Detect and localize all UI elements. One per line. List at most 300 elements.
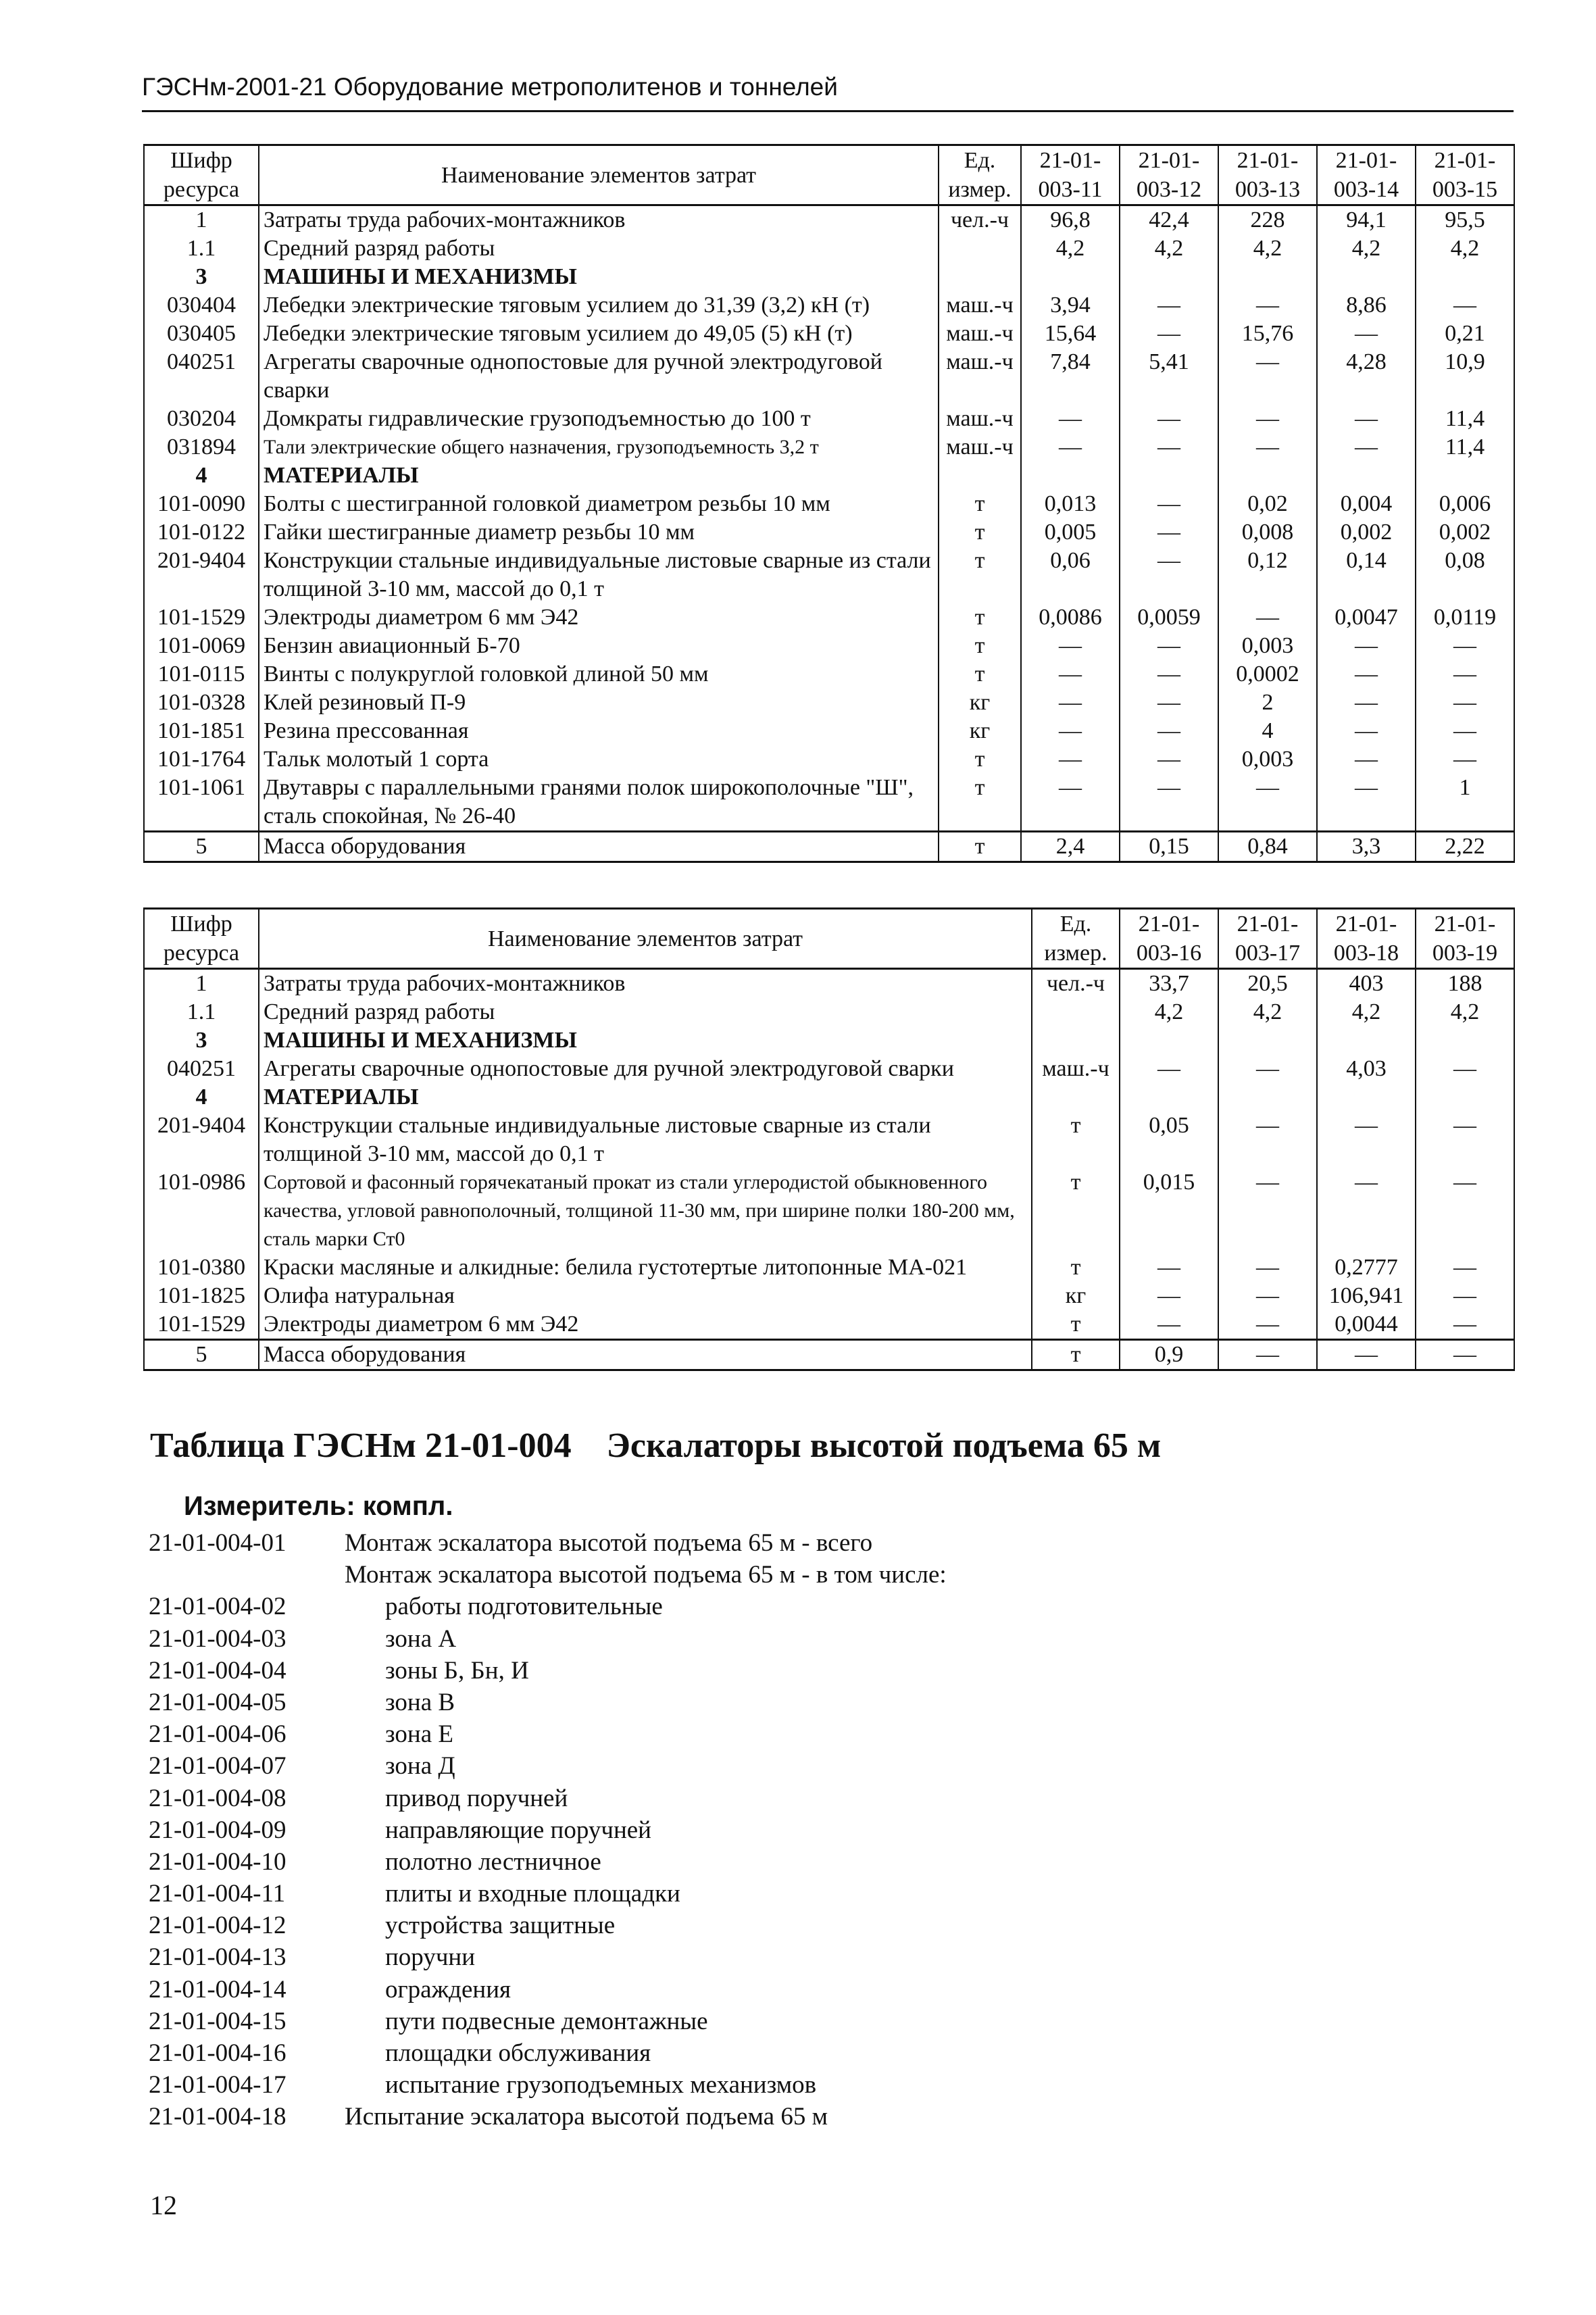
value-cell: — xyxy=(1416,291,1514,320)
value-cell: 0,002 xyxy=(1416,518,1514,547)
rate-description: Испытание эскалатора высотой подъема 65 м xyxy=(345,2103,828,2131)
table-row xyxy=(144,1112,1514,1168)
value-cell: 0,9 xyxy=(1120,1340,1218,1370)
rate-description: зона В xyxy=(385,1688,455,1716)
unit-cell: кг xyxy=(1032,1282,1120,1310)
value-cell: 0,013 xyxy=(1021,490,1120,518)
header-unit: Ед. измер. xyxy=(1032,909,1120,969)
value-cell: 7,84 xyxy=(1021,348,1120,405)
value-cell: — xyxy=(1317,660,1416,689)
value-cell: 0,0047 xyxy=(1317,603,1416,632)
value-cell: — xyxy=(1416,1282,1514,1310)
value-cell: 0,002 xyxy=(1317,518,1416,547)
value-cell: 0,005 xyxy=(1021,518,1120,547)
value-cell xyxy=(1317,1083,1416,1112)
value-cell: 0,05 xyxy=(1120,1112,1218,1168)
value-cell: — xyxy=(1120,1282,1218,1310)
value-cell: — xyxy=(1416,745,1514,774)
rate-list xyxy=(149,1527,947,2133)
resource-code: 201-9404 xyxy=(144,547,259,603)
value-cell: 2,22 xyxy=(1416,832,1514,862)
cost-element-name: Затраты труда рабочих-монтажников xyxy=(259,969,1032,999)
value-cell: — xyxy=(1416,632,1514,660)
value-cell: — xyxy=(1416,1253,1514,1282)
rate-code: 21-01-004-01 xyxy=(149,1529,286,1557)
value-cell: — xyxy=(1218,774,1317,832)
value-cell: — xyxy=(1218,291,1317,320)
rate-code: 21-01-004-15 xyxy=(149,2007,286,2035)
rate-item xyxy=(149,2101,947,2133)
resource-code: 1 xyxy=(144,969,259,999)
table-row xyxy=(144,433,1514,462)
header-rule xyxy=(142,110,1514,112)
cost-element-name: Двутавры с параллельными гранями полок широкополочные "Ш", сталь спокойная, № 26-40 xyxy=(259,774,939,832)
resource-table-003-16-19 xyxy=(143,907,1515,1371)
resource-code: 030404 xyxy=(144,291,259,320)
table-row xyxy=(144,969,1514,999)
rate-description: полотно лестничное xyxy=(385,1847,601,1876)
value-cell: 0,12 xyxy=(1218,547,1317,603)
resource-code: 201-9404 xyxy=(144,1112,259,1168)
value-cell: 0,02 xyxy=(1218,490,1317,518)
value-cell xyxy=(1416,1083,1514,1112)
rate-code: 21-01-004-03 xyxy=(149,1624,286,1653)
value-cell: — xyxy=(1120,1055,1218,1083)
rate-code: 21-01-004-10 xyxy=(149,1847,286,1876)
cost-element-name: МАТЕРИАЛЫ xyxy=(259,1083,1032,1112)
value-cell: — xyxy=(1416,660,1514,689)
resource-code: 101-1529 xyxy=(144,603,259,632)
measure-unit: Измеритель: компл. xyxy=(184,1491,453,1521)
value-cell xyxy=(1218,1083,1317,1112)
rate-item xyxy=(149,2006,947,2037)
rate-code: 21-01-004-12 xyxy=(149,1912,286,1940)
value-cell: — xyxy=(1218,1055,1317,1083)
value-cell: 11,4 xyxy=(1416,405,1514,433)
value-cell: 11,4 xyxy=(1416,433,1514,462)
unit-cell: кг xyxy=(939,689,1021,717)
unit-cell: чел.-ч xyxy=(1032,969,1120,999)
value-cell: — xyxy=(1317,405,1416,433)
value-cell: — xyxy=(1317,1168,1416,1253)
resource-code: 101-0115 xyxy=(144,660,259,689)
value-cell: — xyxy=(1218,1168,1317,1253)
resource-code: 101-0986 xyxy=(144,1168,259,1253)
value-cell: 4,2 xyxy=(1120,234,1218,263)
unit-cell xyxy=(1032,998,1120,1026)
resource-table-003-11-15 xyxy=(143,144,1515,863)
value-cell: 4,2 xyxy=(1218,998,1317,1026)
cost-element-name: Конструкции стальные индивидуальные листовые сварные из стали толщиной 3-10 мм, массой до 0,1 т xyxy=(259,547,939,603)
header-col: 21-01-003-13 xyxy=(1218,145,1317,205)
value-cell: 0,14 xyxy=(1317,547,1416,603)
table-row xyxy=(144,1310,1514,1340)
cost-element-name: Тальк молотый 1 сорта xyxy=(259,745,939,774)
rate-description: привод поручней xyxy=(385,1784,568,1812)
cost-element-name: МАШИНЫ И МЕХАНИЗМЫ xyxy=(259,263,939,291)
cost-element-name: Агрегаты сварочные однопостовые для ручной электродуговой сварки xyxy=(259,1055,1032,1083)
rate-description: зона Е xyxy=(385,1720,453,1749)
table-row xyxy=(144,263,1514,291)
value-cell: — xyxy=(1120,632,1218,660)
rate-description: поручни xyxy=(385,1943,476,1972)
rate-item xyxy=(149,1527,947,1559)
rate-code: 21-01-004-04 xyxy=(149,1656,286,1685)
cost-element-name: Средний разряд работы xyxy=(259,234,939,263)
value-cell: 0,06 xyxy=(1021,547,1120,603)
resource-code: 101-1851 xyxy=(144,717,259,745)
rate-item xyxy=(149,1655,947,1687)
table-row xyxy=(144,234,1514,263)
rate-item xyxy=(149,1783,947,1814)
unit-cell: т xyxy=(939,774,1021,832)
value-cell: — xyxy=(1317,745,1416,774)
rate-code: 21-01-004-14 xyxy=(149,1975,286,2003)
value-cell xyxy=(1021,462,1120,490)
cost-element-name: Конструкции стальные индивидуальные листовые сварные из стали толщиной 3-10 мм, массой до 0,1 т xyxy=(259,1112,1032,1168)
value-cell: 0,003 xyxy=(1218,632,1317,660)
rate-description: зона А xyxy=(385,1624,457,1653)
resource-code: 4 xyxy=(144,462,259,490)
value-cell: 10,9 xyxy=(1416,348,1514,405)
cost-element-name: Винты с полукруглой головкой длиной 50 мм xyxy=(259,660,939,689)
value-cell: — xyxy=(1021,405,1120,433)
value-cell: — xyxy=(1120,405,1218,433)
value-cell: — xyxy=(1021,632,1120,660)
rate-code: 21-01-004-16 xyxy=(149,2039,286,2067)
value-cell xyxy=(1218,462,1317,490)
rate-item xyxy=(149,1941,947,1973)
value-cell: 4,2 xyxy=(1120,998,1218,1026)
value-cell xyxy=(1416,263,1514,291)
value-cell: 96,8 xyxy=(1021,205,1120,235)
value-cell: — xyxy=(1317,433,1416,462)
header-col: 21-01-003-12 xyxy=(1120,145,1218,205)
value-cell: — xyxy=(1218,1310,1317,1340)
unit-cell: маш.-ч xyxy=(939,348,1021,405)
table-row xyxy=(144,518,1514,547)
unit-cell: т xyxy=(1032,1112,1120,1168)
value-cell: 0,006 xyxy=(1416,490,1514,518)
resource-code: 5 xyxy=(144,832,259,862)
value-cell: 4,2 xyxy=(1218,234,1317,263)
cost-element-name: Тали электрические общего назначения, грузоподъемность 3,2 т xyxy=(259,433,939,462)
unit-cell: т xyxy=(939,547,1021,603)
value-cell: 4,2 xyxy=(1021,234,1120,263)
rate-item xyxy=(149,1623,947,1655)
rate-code: 21-01-004-11 xyxy=(149,1880,286,1908)
unit-cell: т xyxy=(939,490,1021,518)
resource-code: 101-0328 xyxy=(144,689,259,717)
value-cell: 0,21 xyxy=(1416,320,1514,348)
value-cell: 4,2 xyxy=(1317,998,1416,1026)
rate-code: 21-01-004-18 xyxy=(149,2103,286,2131)
value-cell: 0,0119 xyxy=(1416,603,1514,632)
rate-description: работы подготовительные xyxy=(385,1593,663,1621)
value-cell: 94,1 xyxy=(1317,205,1416,235)
value-cell: 3,3 xyxy=(1317,832,1416,862)
value-cell: 0,84 xyxy=(1218,832,1317,862)
value-cell: — xyxy=(1416,689,1514,717)
value-cell: 15,76 xyxy=(1218,320,1317,348)
unit-cell: маш.-ч xyxy=(1032,1055,1120,1083)
rate-description: зоны Б, Бн, И xyxy=(385,1656,529,1685)
cost-element-name: Резина прессованная xyxy=(259,717,939,745)
unit-cell: т xyxy=(1032,1168,1120,1253)
rate-description: Монтаж эскалатора высотой подъема 65 м - всего xyxy=(345,1529,873,1557)
rate-code: 21-01-004-17 xyxy=(149,2071,286,2099)
value-cell: 4,28 xyxy=(1317,348,1416,405)
header-name: Наименование элементов затрат xyxy=(259,909,1032,969)
value-cell: 42,4 xyxy=(1120,205,1218,235)
value-cell xyxy=(1218,1026,1317,1055)
table-row xyxy=(144,462,1514,490)
header-unit: Ед. измер. xyxy=(939,145,1021,205)
value-cell xyxy=(1120,462,1218,490)
table-row xyxy=(144,490,1514,518)
unit-cell: маш.-ч xyxy=(939,433,1021,462)
value-cell: — xyxy=(1120,1310,1218,1340)
header-col: 21-01-003-11 xyxy=(1021,145,1120,205)
table-row xyxy=(144,1282,1514,1310)
value-cell: — xyxy=(1218,1253,1317,1282)
value-cell: 3,94 xyxy=(1021,291,1120,320)
value-cell: — xyxy=(1218,433,1317,462)
rate-item xyxy=(149,1750,947,1782)
value-cell: 0,08 xyxy=(1416,547,1514,603)
resource-code: 031894 xyxy=(144,433,259,462)
value-cell: — xyxy=(1317,1340,1416,1370)
value-cell: — xyxy=(1120,547,1218,603)
value-cell: — xyxy=(1218,603,1317,632)
unit-cell: т xyxy=(939,518,1021,547)
value-cell: — xyxy=(1120,433,1218,462)
value-cell: — xyxy=(1218,1282,1317,1310)
value-cell: — xyxy=(1317,632,1416,660)
table-row xyxy=(144,1083,1514,1112)
header-col: 21-01-003-15 xyxy=(1416,145,1514,205)
value-cell: — xyxy=(1416,1168,1514,1253)
rate-description: пути подвесные демонтажные xyxy=(385,2007,708,2035)
unit-cell: т xyxy=(939,660,1021,689)
resource-code: 040251 xyxy=(144,1055,259,1083)
value-cell xyxy=(1317,1026,1416,1055)
cost-element-name: Электроды диаметром 6 мм Э42 xyxy=(259,603,939,632)
table-row xyxy=(144,547,1514,603)
table-row xyxy=(144,774,1514,832)
resource-code: 5 xyxy=(144,1340,259,1370)
unit-cell xyxy=(1032,1083,1120,1112)
value-cell: — xyxy=(1416,1055,1514,1083)
value-cell: — xyxy=(1021,774,1120,832)
value-cell: — xyxy=(1120,291,1218,320)
value-cell: — xyxy=(1317,774,1416,832)
table-row xyxy=(144,832,1514,862)
value-cell: — xyxy=(1120,518,1218,547)
resource-code: 4 xyxy=(144,1083,259,1112)
table-body xyxy=(144,969,1514,1370)
cost-element-name: Масса оборудования xyxy=(259,832,939,862)
table-row xyxy=(144,291,1514,320)
value-cell: — xyxy=(1021,745,1120,774)
table-row xyxy=(144,745,1514,774)
table-header-row xyxy=(144,909,1514,969)
rate-item xyxy=(149,1846,947,1878)
value-cell: 1 xyxy=(1416,774,1514,832)
value-cell: 403 xyxy=(1317,969,1416,999)
value-cell xyxy=(1416,1026,1514,1055)
rate-description: зона Д xyxy=(385,1752,455,1781)
resource-code: 1 xyxy=(144,205,259,235)
value-cell: — xyxy=(1416,717,1514,745)
cost-element-name: Затраты труда рабочих-монтажников xyxy=(259,205,939,235)
value-cell: 0,0086 xyxy=(1021,603,1120,632)
resource-code: 030405 xyxy=(144,320,259,348)
table-row xyxy=(144,603,1514,632)
value-cell xyxy=(1317,263,1416,291)
value-cell: 228 xyxy=(1218,205,1317,235)
header-code: Шифр ресурса xyxy=(144,145,259,205)
value-cell: — xyxy=(1021,717,1120,745)
value-cell: — xyxy=(1317,320,1416,348)
rate-code: 21-01-004-06 xyxy=(149,1720,286,1749)
value-cell: — xyxy=(1021,433,1120,462)
value-cell: 0,0002 xyxy=(1218,660,1317,689)
value-cell: — xyxy=(1218,1340,1317,1370)
value-cell: 2 xyxy=(1218,689,1317,717)
rate-item xyxy=(149,1910,947,1941)
value-cell xyxy=(1120,1026,1218,1055)
cost-element-name: МАТЕРИАЛЫ xyxy=(259,462,939,490)
value-cell: — xyxy=(1021,660,1120,689)
cost-element-name: Лебедки электрические тяговым усилием до 49,05 (5) кН (т) xyxy=(259,320,939,348)
rate-description: плиты и входные площадки xyxy=(385,1880,680,1908)
table-row xyxy=(144,1253,1514,1282)
resource-code: 101-0090 xyxy=(144,490,259,518)
unit-cell xyxy=(939,462,1021,490)
table-row xyxy=(144,1168,1514,1253)
cost-element-name: Масса оборудования xyxy=(259,1340,1032,1370)
table-row xyxy=(144,1055,1514,1083)
value-cell: — xyxy=(1416,1310,1514,1340)
value-cell: — xyxy=(1120,717,1218,745)
resource-code: 1.1 xyxy=(144,998,259,1026)
table-header-row xyxy=(144,145,1514,205)
value-cell: 0,0059 xyxy=(1120,603,1218,632)
unit-cell xyxy=(939,263,1021,291)
value-cell: 95,5 xyxy=(1416,205,1514,235)
value-cell: 8,86 xyxy=(1317,291,1416,320)
rate-item xyxy=(149,1974,947,2006)
unit-cell: т xyxy=(1032,1310,1120,1340)
value-cell: — xyxy=(1120,1253,1218,1282)
value-cell: — xyxy=(1021,689,1120,717)
resource-code: 3 xyxy=(144,1026,259,1055)
rate-item xyxy=(149,1878,947,1910)
cost-element-name: Лебедки электрические тяговым усилием до 31,39 (3,2) кН (т) xyxy=(259,291,939,320)
resource-code: 101-1061 xyxy=(144,774,259,832)
unit-cell: т xyxy=(1032,1253,1120,1282)
value-cell xyxy=(1021,263,1120,291)
unit-cell: т xyxy=(939,632,1021,660)
header-col: 21-01-003-18 xyxy=(1317,909,1416,969)
unit-cell: маш.-ч xyxy=(939,320,1021,348)
page-number: 12 xyxy=(150,2190,177,2220)
unit-cell: т xyxy=(939,832,1021,862)
rate-description: Монтаж эскалатора высотой подъема 65 м - в том числе: xyxy=(345,1561,947,1589)
value-cell: — xyxy=(1416,1340,1514,1370)
cost-element-name: МАШИНЫ И МЕХАНИЗМЫ xyxy=(259,1026,1032,1055)
value-cell: — xyxy=(1317,689,1416,717)
value-cell: — xyxy=(1317,717,1416,745)
table-row xyxy=(144,1340,1514,1370)
resource-code: 101-0122 xyxy=(144,518,259,547)
value-cell: 0,004 xyxy=(1317,490,1416,518)
cost-element-name: Олифа натуральная xyxy=(259,1282,1032,1310)
unit-cell: т xyxy=(939,603,1021,632)
value-cell: 0,0044 xyxy=(1317,1310,1416,1340)
rate-description: ограждения xyxy=(385,1975,512,2003)
value-cell: 2,4 xyxy=(1021,832,1120,862)
value-cell: 4 xyxy=(1218,717,1317,745)
page-header: ГЭСНм-2001-21 Оборудование метрополитенов и тоннелей xyxy=(142,73,838,101)
value-cell: 0,2777 xyxy=(1317,1253,1416,1282)
unit-cell: маш.-ч xyxy=(939,405,1021,433)
cost-element-name: Электроды диаметром 6 мм Э42 xyxy=(259,1310,1032,1340)
value-cell: — xyxy=(1120,774,1218,832)
value-cell: — xyxy=(1120,745,1218,774)
header-col: 21-01-003-17 xyxy=(1218,909,1317,969)
unit-cell: маш.-ч xyxy=(939,291,1021,320)
rate-item xyxy=(149,1718,947,1750)
unit-cell: чел.-ч xyxy=(939,205,1021,235)
value-cell: — xyxy=(1416,1112,1514,1168)
resource-code: 101-1529 xyxy=(144,1310,259,1340)
header-name: Наименование элементов затрат xyxy=(259,145,939,205)
resource-code: 101-0069 xyxy=(144,632,259,660)
value-cell: 4,2 xyxy=(1317,234,1416,263)
value-cell: 0,008 xyxy=(1218,518,1317,547)
table-row xyxy=(144,348,1514,405)
value-cell: — xyxy=(1317,1112,1416,1168)
value-cell xyxy=(1218,263,1317,291)
value-cell: 188 xyxy=(1416,969,1514,999)
value-cell: 4,03 xyxy=(1317,1055,1416,1083)
value-cell: 106,941 xyxy=(1317,1282,1416,1310)
cost-element-name: Сортовой и фасонный горячекатаный прокат из стали углеродистой обыкновенного качества, угловой равнополочный, толщиной 11-30 мм, при ширине полки 180-200 мм, сталь марки Ст0 xyxy=(259,1168,1032,1253)
value-cell: 4,2 xyxy=(1416,998,1514,1026)
cost-element-name: Клей резиновый П-9 xyxy=(259,689,939,717)
rate-item xyxy=(149,2069,947,2101)
value-cell xyxy=(1416,462,1514,490)
rate-code: 21-01-004-09 xyxy=(149,1816,286,1844)
unit-cell: т xyxy=(939,745,1021,774)
header-col: 21-01-003-16 xyxy=(1120,909,1218,969)
value-cell xyxy=(1120,263,1218,291)
rate-description: направляющие поручней xyxy=(385,1816,651,1844)
rate-code: 21-01-004-05 xyxy=(149,1688,286,1716)
section-title: Таблица ГЭСНм 21-01-004 Эскалаторы высотой подъема 65 м xyxy=(150,1426,1162,1465)
value-cell: — xyxy=(1218,1112,1317,1168)
table-row xyxy=(144,717,1514,745)
value-cell: — xyxy=(1120,689,1218,717)
cost-element-name: Средний разряд работы xyxy=(259,998,1032,1026)
resource-code: 101-0380 xyxy=(144,1253,259,1282)
value-cell: — xyxy=(1218,405,1317,433)
table-body xyxy=(144,205,1514,862)
value-cell: 0,15 xyxy=(1120,832,1218,862)
rate-code: 21-01-004-02 xyxy=(149,1593,286,1621)
